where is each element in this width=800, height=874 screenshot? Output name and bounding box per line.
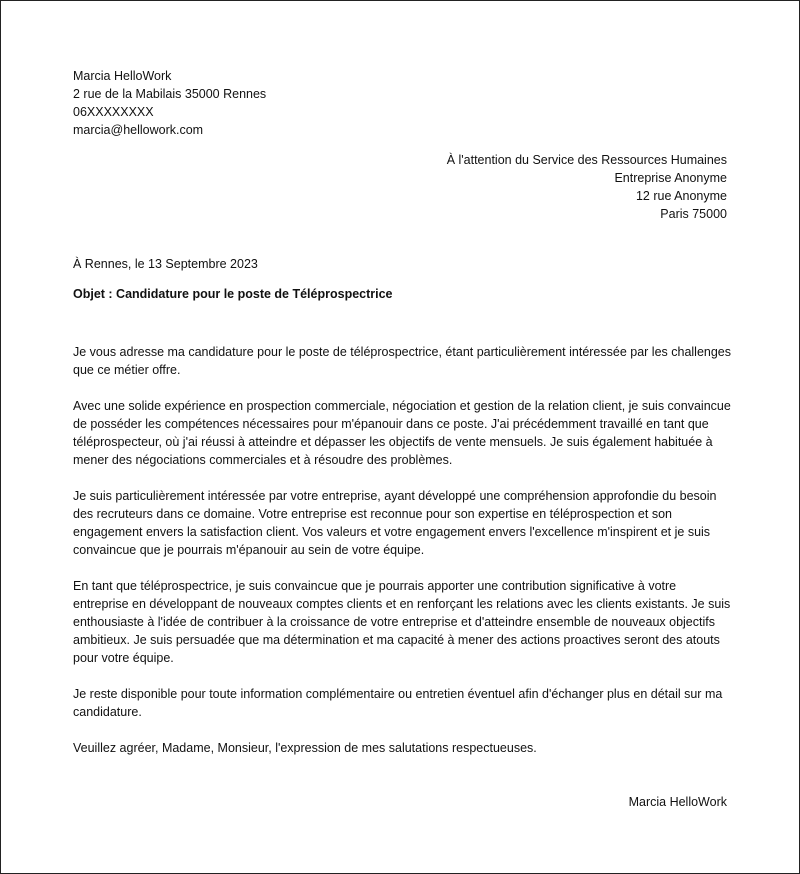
recipient-street: 12 rue Anonyme [635, 189, 727, 203]
recipient-block [447, 151, 727, 223]
letter-date: À Rennes, le 13 Septembre 2023 [73, 257, 258, 271]
sender-block [73, 67, 266, 139]
sender-phone: 06XXXXXXXX [73, 105, 154, 119]
recipient-city: Paris 75000 [660, 207, 727, 221]
sender-address: 2 rue de la Mabilais 35000 Rennes [73, 87, 267, 101]
body-paragraph: Je suis particulièrement intéressée par votre entreprise, ayant développé une compréhension approfondie du besoin des recruteurs dans ce domaine. Votre entreprise est reconnue pour son expertise en téléprospection et son engagement envers la satisfaction client. Vos valeurs et votre engagement envers l'excellence m'inspirent et je suis convaincue que je pourrais m'épanouir au sein de votre équipe. [73, 489, 717, 557]
closing-paragraph: Veuillez agréer, Madame, Monsieur, l'expression de mes salutations respectueuses. [73, 741, 537, 755]
body-paragraph: Avec une solide expérience en prospection commerciale, négociation et gestion de la relation client, je suis convaincue de posséder les compétences nécessaires pour m'épanouir dans ce poste. J'ai précédemment travaillé en tant que téléprospecteur, où j'ai réussi à atteindre et dépasser les objectifs de vente mensuels. Je suis également habituée à mener des négociations commerciales et à résoudre des problèmes. [73, 399, 731, 467]
sender-name: Marcia HelloWork [73, 69, 172, 83]
body-paragraph: En tant que téléprospectrice, je suis convaincue que je pourrais apporter une contribution significative à votre entreprise en développant de nouveaux comptes clients et en renforçant les relations avec les clients existants. Je suis enthousiaste à l'idée de contribuer à la croissance de votre entreprise et d'atteindre ensemble de nouveaux objectifs ambitieux. Je suis persuadée que ma détermination et ma capacité à mener des actions proactives seront des atouts pour votre équipe. [73, 579, 731, 665]
letter-body [73, 343, 733, 775]
body-paragraph: Je vous adresse ma candidature pour le poste de téléprospectrice, étant particulièrement intéressée par les challenges que ce métier offre. [73, 345, 732, 377]
sender-email: marcia@hellowork.com [73, 123, 204, 137]
letter-subject: Objet : Candidature pour le poste de Téléprospectrice [73, 287, 393, 301]
recipient-company: Entreprise Anonyme [614, 171, 727, 185]
letter-signature: Marcia HelloWork [628, 795, 727, 809]
body-paragraph: Je reste disponible pour toute information complémentaire ou entretien éventuel afin d'échanger plus en détail sur ma candidature. [73, 687, 723, 719]
recipient-attention: À l'attention du Service des Ressources Humaines [446, 153, 727, 167]
